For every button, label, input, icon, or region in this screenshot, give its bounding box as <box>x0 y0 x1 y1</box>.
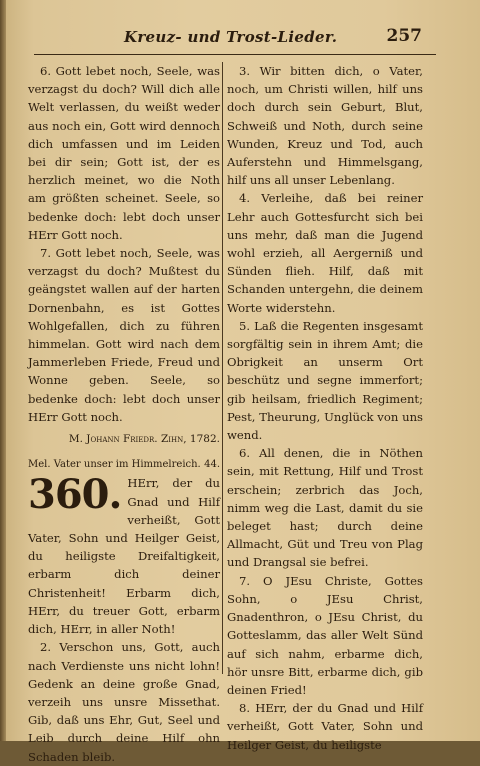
verse-7: 7. Gott lebet noch, Seele, was verzagst du doch? Mußtest du geängstet wallen auf der harten Dornenbahn, es ist Gottes Wohlgefallen, dich zu führen himmelan. Gott wird nach dem Jammerleben Friede, Freud und Wonne geben. Seele, so bedenke doch: lebt doch unser HErr Gott noch. <box>28 246 220 424</box>
page-header <box>40 24 422 54</box>
verse-3: 3. Wir bitten dich, o Vater, noch, um Christi willen, hilf uns doch durch sein Geburt, Blut, Schweiß und Noth, durch seine Wunden, Kreuz und Tod, auch Auferstehn und Himmelsgang, hilf uns all unser Lebenlang. <box>227 64 423 188</box>
verse-8: 8. HErr, der du Gnad und Hilf verheißt, Gott Vater, Sohn und Heilger Geist, du heiligste <box>227 701 423 752</box>
left-column <box>28 62 220 766</box>
hymn-start <box>28 471 220 638</box>
page-number: 257 <box>386 26 422 46</box>
column-divider <box>222 62 223 674</box>
melody-ref: 44. <box>204 459 220 471</box>
header-rule <box>34 54 436 55</box>
hymn-author: M. Johann Friedr. Zihn, 1782. <box>68 433 220 446</box>
hymn-number: 360. <box>28 471 122 519</box>
verse-1: HErr, der du Gnad und Hilf verheißt, Gott Vater, Sohn und Heilger Geist, du heiligste Dreifaltigkeit, erbarm dich deiner Christenheit! Erbarm dich, HErr, du treuer Gott, erbarm dich, HErr, in aller Noth! <box>28 476 220 637</box>
page-edge <box>0 0 6 741</box>
verse-2: 2. Verschon uns, Gott, auch nach Verdienste uns nicht lohn! Gedenk an deine große Gnad, verzeih uns unsre Missethat. Gib, daß uns Ehr, Gut, Seel und Leib durch deine Hilf ohn Schaden bleib. <box>28 640 220 764</box>
verse-7-right: 7. O JEsu Christe, Gottes Sohn, o JEsu Christ, Gnadenthron, o JEsu Christ, du Gotteslamm, das aller Welt Sünd auf sich nahm, erbarme dich, hör unsre Bitt, erbarme dich, gib deinen Fried! <box>227 573 423 697</box>
verse-6-right: 6. All denen, die in Nöthen sein, mit Rettung, Hilf und Trost erschein; zerbrich das Joch, nimm weg die Last, damit du sie beleget hast; durch deine Allmacht, Güt und Treu von Plag und Drangsal sie befrei. <box>227 446 423 570</box>
melody-label: Mel. Vater unser im Himmelreich. <box>28 459 201 471</box>
right-column <box>227 62 423 754</box>
verse-6: 6. Gott lebet noch, Seele, was verzagst du doch? Will dich alle Welt verlassen, du weißt weder aus noch ein, Gott wird dennoch dich umfassen und im Leiden bei dir sein; Gott ist, der es herzlich meinet, wo die Noth am größten scheinet. Seele, so bedenke doch: lebt doch unser HErr Gott noch. <box>28 64 220 242</box>
verse-5: 5. Laß die Regenten insgesamt sorgfältig sein in ihrem Amt; die Obrigkeit an unserm Ort beschütz und segne immerfort; gib heilsam, friedlich Regiment; Pest, Theurung, Unglück von uns wend. <box>227 318 423 443</box>
verse-4: 4. Verleihe, daß bei reiner Lehr auch Gottesfurcht sich bei uns mehr, daß man die Jugend wohl erzieh, all Aergerniß und Sünden flieh. Hilf, daß mit Schanden untergehn, die deinem Worte widerstehn. <box>227 191 423 315</box>
running-title: Kreuz- und Trost-Lieder. <box>124 28 338 46</box>
